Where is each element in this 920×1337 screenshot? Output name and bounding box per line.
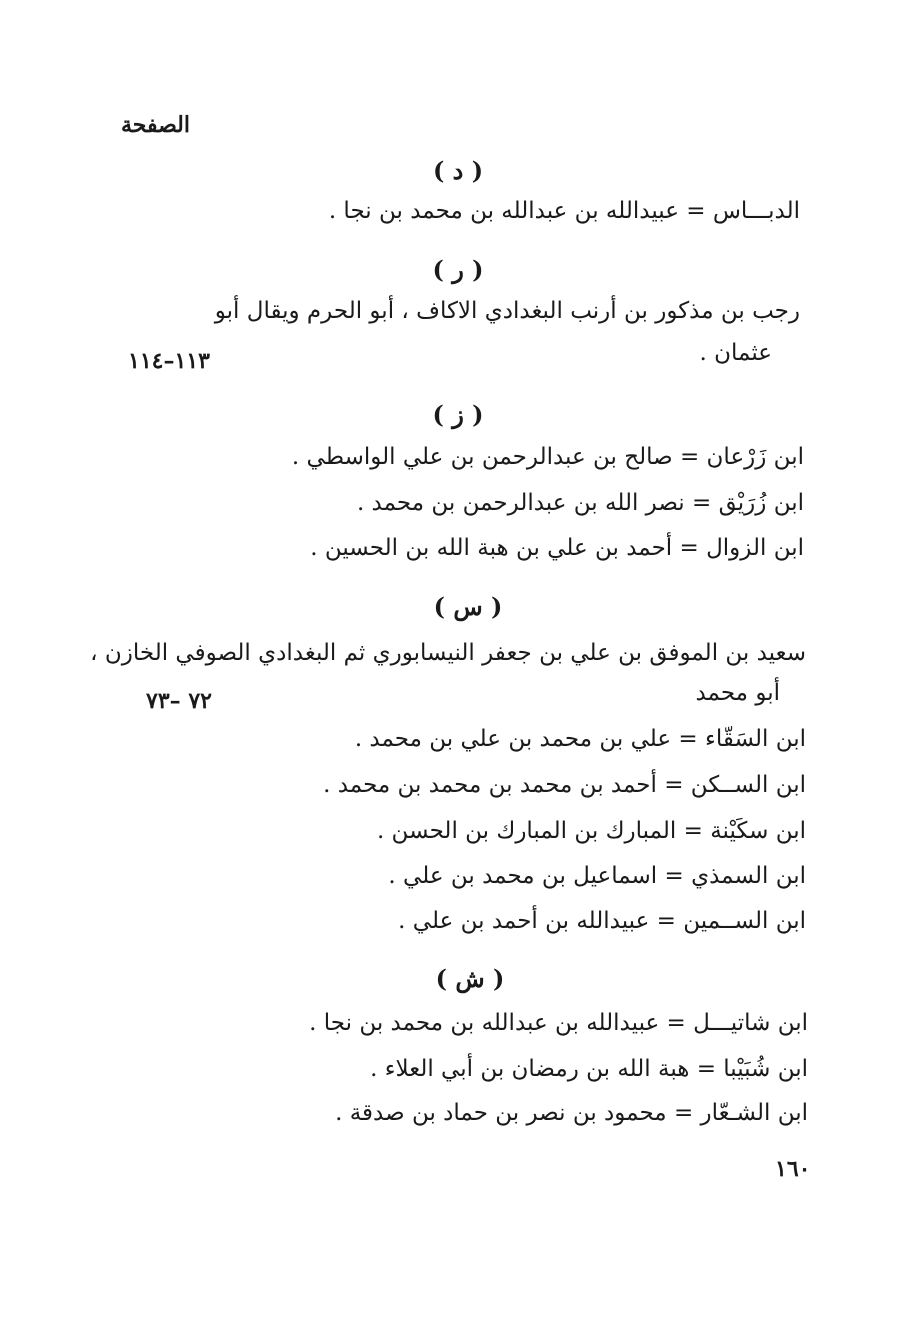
entry-ibn-zurayq: ابن زُرَيْق = نصر الله بن عبدالرحمن بن محمد . (356, 490, 804, 516)
entry-said-line-1: سعيد بن الموفق بن علي بن جعفر النيسابوري ثم البغدادي الصوفي الخازن ، (90, 640, 806, 666)
entry-ibn-shaar: ابن الشـعّار = محمود بن نصر بن حماد بن صدقة . (335, 1100, 808, 1126)
page-column-header: الصفحة (120, 112, 190, 138)
entry-ibn-shatil: ابن شاتيـــل = عبيدالله بن عبدالله بن محمد بن نجا . (309, 1010, 808, 1036)
section-heading-ra: ( ر ) (432, 255, 484, 284)
entry-ibn-zawwal: ابن الزوال = أحمد بن علي بن هبة الله بن الحسين . (310, 535, 804, 561)
entry-ibn-saqqa: ابن السَقّاء = علي بن محمد بن علي بن محمد . (354, 726, 806, 752)
section-heading-zay: ( ز ) (432, 400, 484, 429)
section-heading-sin: ( س ) (433, 592, 503, 621)
entry-ibn-samadhi: ابن السمذي = اسماعيل بن محمد بن علي . (388, 863, 806, 889)
entry-ibn-sukayna: ابن سكَيْنة = المبارك بن المبارك بن الحسن . (376, 818, 806, 844)
entry-rajab-line-1: رجب بن مذكور بن أرنب البغدادي الاكاف ، أبو الحرم ويقال أبو (214, 298, 800, 324)
entry-ibn-shubayba: ابن شُبَيْبا = هبة الله بن رمضان بن أبي العلاء . (370, 1056, 808, 1082)
entry-said-line-2: أبو محمد (695, 680, 780, 706)
section-heading-dal: ( د ) (432, 156, 484, 185)
page-ref-rajab: ١١٣–١١٤ (128, 348, 210, 374)
section-heading-shin: ( ش ) (435, 964, 505, 993)
page-number: ١٦٠ (775, 1156, 811, 1182)
entry-ibn-samin: ابن الســمين = عبيدالله بن أحمد بن علي . (398, 908, 806, 934)
page-ref-said: ٧٢ –٧٣ (146, 688, 212, 714)
entry-ibn-zaraan: ابن زَرْعان = صالح بن عبدالرحمن بن علي الواسطي . (291, 444, 804, 470)
entry-dabbas: الدبـــاس = عبيدالله بن عبدالله بن محمد بن نجا . (328, 198, 800, 224)
entry-rajab-line-2: عثمان . (699, 340, 772, 366)
entry-ibn-sakan: ابن الســكن = أحمد بن محمد بن محمد بن محمد . (323, 772, 806, 798)
